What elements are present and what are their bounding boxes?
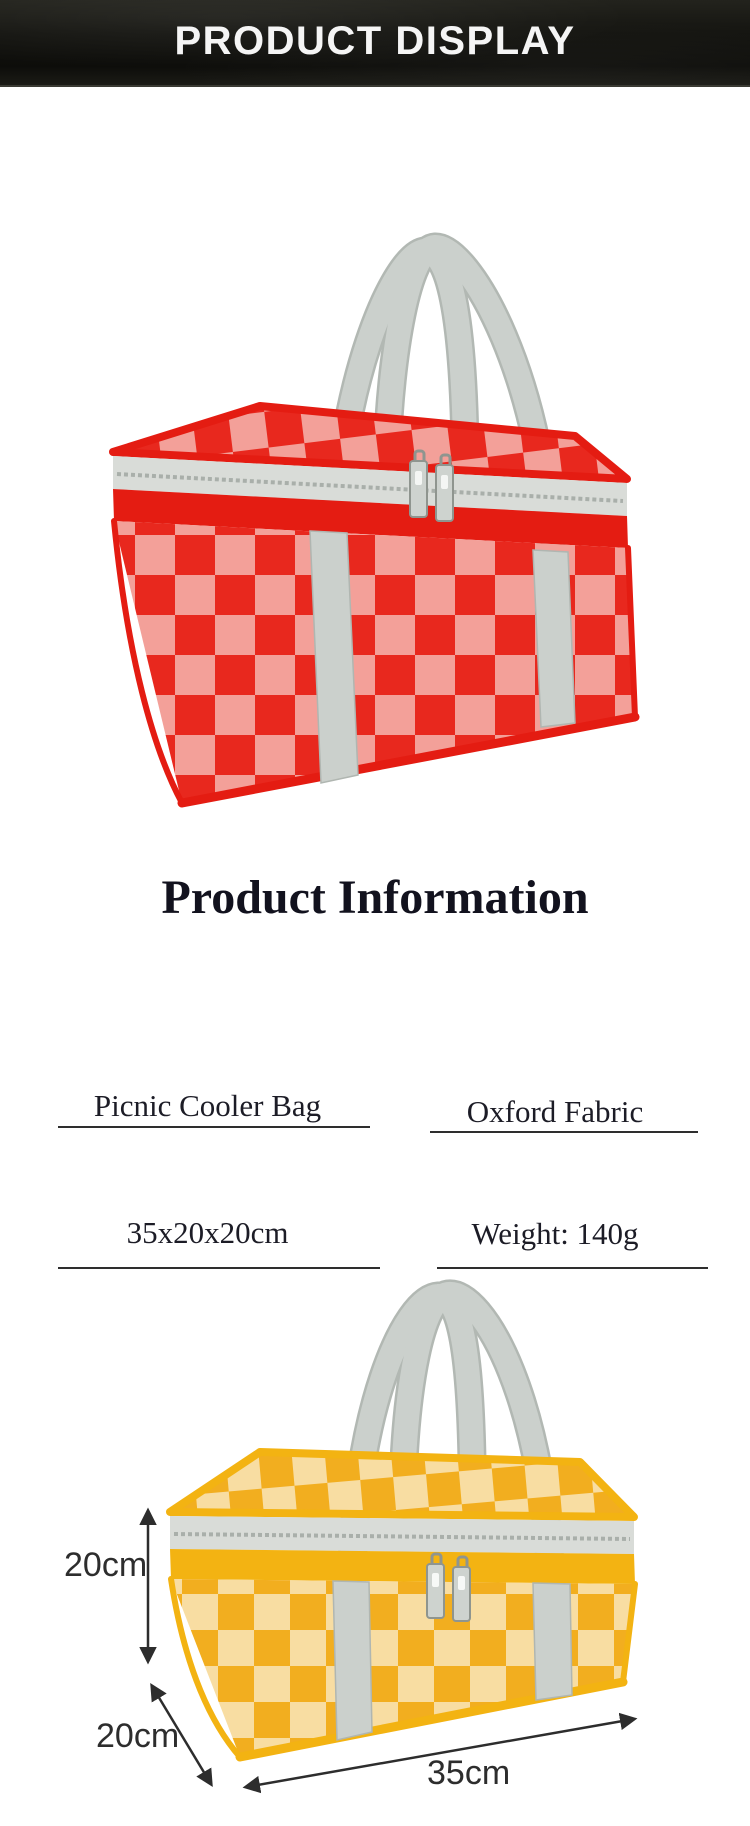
header-title: PRODUCT DISPLAY bbox=[174, 19, 576, 63]
zipper-band bbox=[170, 1516, 634, 1554]
red-bag-illustration bbox=[95, 215, 655, 815]
divider-line bbox=[430, 1131, 698, 1133]
divider-line bbox=[58, 1126, 370, 1128]
product-photo-yellow-bag bbox=[110, 1270, 670, 1800]
bag-trim-band bbox=[170, 1549, 635, 1584]
spec-weight: Weight: 140g bbox=[471, 1216, 639, 1251]
dim-width-label: 35cm bbox=[427, 1754, 511, 1792]
header-banner bbox=[0, 0, 750, 87]
dim-depth-label: 20cm bbox=[96, 1717, 180, 1755]
divider-line bbox=[58, 1267, 380, 1269]
spec-product-name: Picnic Cooler Bag bbox=[93, 1088, 322, 1123]
bag-lid bbox=[170, 1452, 634, 1517]
section-title: Product Information bbox=[161, 871, 589, 924]
spec-material: Oxford Fabric bbox=[466, 1094, 644, 1129]
divider-line bbox=[437, 1267, 708, 1269]
product-photo-red-bag bbox=[95, 215, 655, 815]
yellow-bag-illustration bbox=[110, 1270, 670, 1800]
dim-height-label: 20cm bbox=[64, 1546, 148, 1584]
spec-size: 35x20x20cm bbox=[126, 1215, 289, 1250]
